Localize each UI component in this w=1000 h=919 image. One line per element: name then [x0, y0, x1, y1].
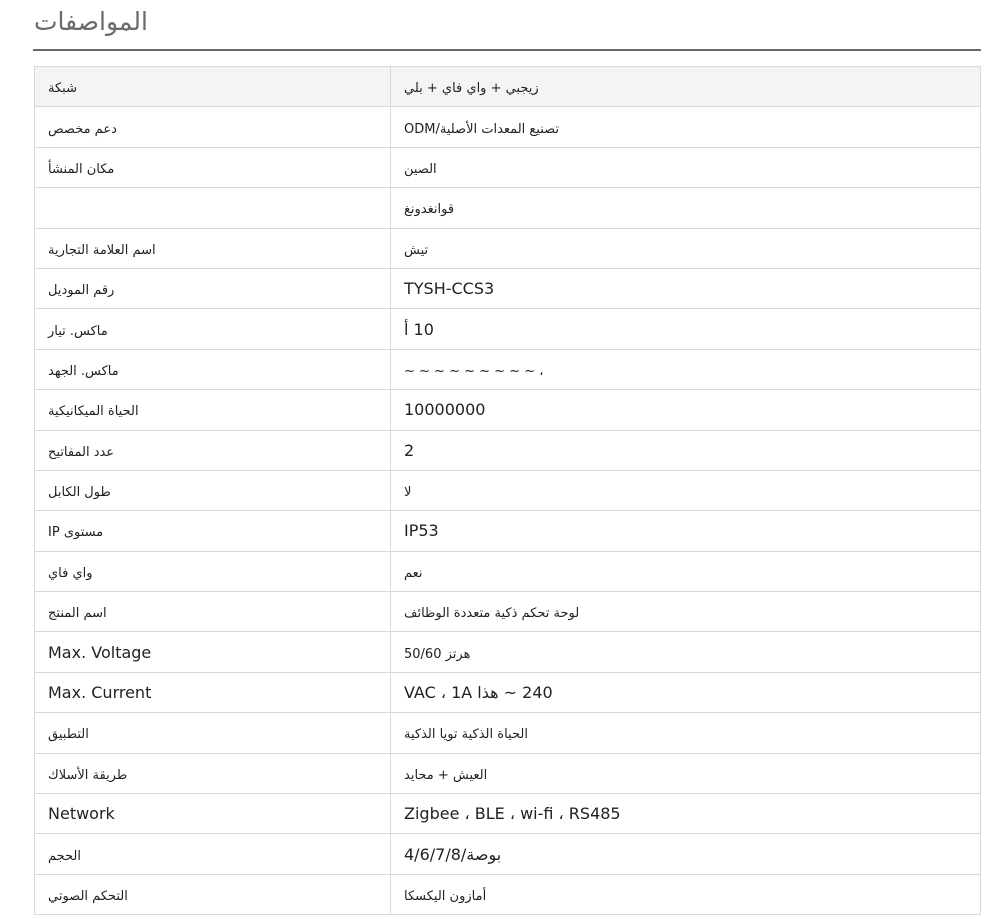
- spec-value: TYSH-CCS3: [404, 279, 495, 299]
- spec-key: اسم العلامة التجارية: [48, 242, 156, 258]
- spec-key-cell: [35, 349, 391, 389]
- spec-key-cell: [35, 672, 391, 712]
- spec-key: ماكس. الجهد: [48, 363, 119, 379]
- spec-key-cell: [35, 834, 391, 874]
- spec-value-cell: [391, 147, 981, 187]
- spec-value-cell: [391, 430, 981, 470]
- table-row: [35, 67, 981, 107]
- spec-key: مكان المنشأ: [48, 161, 115, 177]
- spec-key-cell: [35, 470, 391, 510]
- spec-value-cell: [391, 794, 981, 834]
- spec-key: Network: [48, 804, 115, 824]
- spec-key-cell: [35, 632, 391, 672]
- spec-value: 4/6/7/8/بوصة: [404, 844, 502, 864]
- spec-value: العيش + محايد: [404, 767, 488, 783]
- spec-value-cell: [391, 632, 981, 672]
- table-row: [35, 309, 981, 349]
- spec-key: IP مستوى: [48, 525, 104, 541]
- table-row: [35, 713, 981, 753]
- spec-value-cell: [391, 511, 981, 551]
- spec-key: التطبيق: [48, 727, 89, 743]
- spec-key-cell: [35, 390, 391, 430]
- spec-value-cell: [391, 107, 981, 147]
- specifications-table: [34, 66, 981, 915]
- spec-value-cell: [391, 470, 981, 510]
- spec-value: 2: [404, 440, 415, 460]
- spec-key: طريقة الأسلاك: [48, 767, 128, 783]
- spec-value: Zigbee ، BLE ، wi-fi ، RS485: [404, 804, 621, 824]
- spec-value: الحياة الذكية تويا الذكية: [404, 727, 528, 743]
- spec-value-cell: [391, 753, 981, 793]
- table-row: [35, 430, 981, 470]
- spec-key-cell: [35, 551, 391, 591]
- table-row: [35, 874, 981, 914]
- spec-key: واي فاي: [48, 565, 93, 581]
- table-row: [35, 551, 981, 591]
- spec-value: نعم: [404, 565, 423, 581]
- title-divider: [33, 49, 981, 51]
- spec-value: زيجبي + واي فاي + بلي: [404, 81, 539, 97]
- spec-key-cell: [35, 592, 391, 632]
- spec-value-cell: [391, 349, 981, 389]
- spec-value-cell: [391, 592, 981, 632]
- spec-value: قوانغدونغ: [404, 202, 455, 218]
- table-row: [35, 753, 981, 793]
- spec-value-cell: [391, 672, 981, 712]
- spec-value-cell: [391, 188, 981, 228]
- spec-value-cell: [391, 228, 981, 268]
- spec-value-cell: [391, 67, 981, 107]
- table-row: [35, 794, 981, 834]
- spec-key: الحياة الميكانيكية: [48, 404, 139, 420]
- spec-key-cell: [35, 147, 391, 187]
- spec-key-cell: [35, 753, 391, 793]
- spec-value: 10 أ: [404, 319, 434, 339]
- spec-value-cell: [391, 551, 981, 591]
- table-row: [35, 511, 981, 551]
- spec-key: عدد المفاتيح: [48, 444, 115, 460]
- spec-value: 240 ~ هذا VAC ، 1A: [404, 683, 553, 703]
- spec-key: التحكم الصوتي: [48, 889, 128, 904]
- spec-key: ماكس. تيار: [48, 323, 108, 339]
- spec-value: لوحة تحكم ذكية متعددة الوظائف: [404, 606, 580, 622]
- spec-key-cell: [35, 268, 391, 308]
- spec-value-cell: [391, 874, 981, 914]
- spec-value-cell: [391, 834, 981, 874]
- spec-value-cell: [391, 713, 981, 753]
- spec-key-cell: [35, 107, 391, 147]
- spec-key: رقم الموديل: [48, 283, 115, 299]
- spec-value: 10000000: [404, 400, 486, 420]
- spec-value-cell: [391, 268, 981, 308]
- spec-value: IP53: [404, 521, 439, 541]
- spec-key-cell: [35, 794, 391, 834]
- table-row: [35, 188, 981, 228]
- spec-value: لا: [404, 485, 412, 501]
- table-row: [35, 147, 981, 187]
- spec-key: شبكة: [48, 81, 77, 97]
- spec-key-cell: [35, 511, 391, 551]
- spec-key: طول الكابل: [48, 485, 111, 501]
- spec-value-cell: [391, 390, 981, 430]
- spec-value: ~ ~ ~ ~ ~ ~ ~ ~ ~ ،: [404, 363, 544, 379]
- spec-key: دعم مخصص: [48, 121, 117, 137]
- spec-value: تيش: [404, 242, 429, 258]
- table-row: [35, 672, 981, 712]
- spec-key-cell: [35, 713, 391, 753]
- table-row: [35, 107, 981, 147]
- spec-key-cell: [35, 309, 391, 349]
- spec-value: الصين: [404, 161, 437, 177]
- table-row: [35, 632, 981, 672]
- table-row: [35, 268, 981, 308]
- spec-value: أمازون اليكسكا: [404, 889, 487, 904]
- spec-key: Max. Current: [48, 683, 152, 703]
- table-row: [35, 592, 981, 632]
- table-row: [35, 228, 981, 268]
- page-title: المواصفات: [34, 7, 148, 36]
- table-row: [35, 390, 981, 430]
- spec-key-cell: [35, 874, 391, 914]
- spec-value: ODM/تصنيع المعدات الأصلية: [404, 121, 560, 137]
- spec-key: اسم المنتج: [48, 606, 107, 622]
- spec-key-cell: [35, 188, 391, 228]
- spec-key: الحجم: [48, 848, 82, 864]
- spec-value-cell: [391, 309, 981, 349]
- spec-value: هرتز 50/60: [404, 646, 471, 662]
- spec-key: Max. Voltage: [48, 642, 152, 662]
- table-row: [35, 349, 981, 389]
- table-row: [35, 834, 981, 874]
- spec-key-cell: [35, 67, 391, 107]
- spec-key-cell: [35, 228, 391, 268]
- spec-key-cell: [35, 430, 391, 470]
- table-row: [35, 470, 981, 510]
